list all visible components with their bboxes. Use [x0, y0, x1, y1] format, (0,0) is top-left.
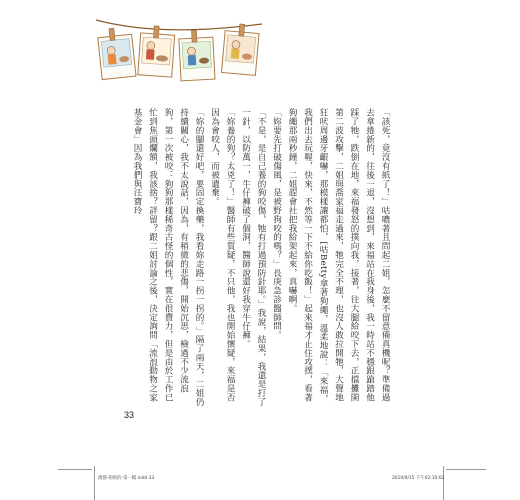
crop-mark: [446, 469, 486, 470]
hanging-photos-illustration: [94, 14, 264, 94]
paragraph: 「不是，是自己養的狗咬傷，牠有打過預防針耶。」我說，結果，我還是打了一針，以防萬一，牛仔褲破了個洞，醫師說還好我穿牛仔褲。: [240, 108, 266, 407]
paragraph: 「妳養的狗？太兇了！」醫師有些質疑，不只他，我也開始懷疑，來福是否因為會咬人，而被遺棄。: [209, 108, 235, 402]
slug-timestamp: 2010/9/15 下午02:10:02: [392, 476, 445, 481]
page-number: 33: [124, 410, 135, 420]
crop-mark: [58, 469, 92, 470]
crop-mark: [443, 466, 444, 500]
slug-filename: 澳都-狗狗的-第一幅.indd 33: [98, 476, 155, 481]
body-text: [92, 108, 392, 408]
paragraph: 「該死，竟沒有紙了！」咕噥著且問起二姐，怎麼不留意備真機呢？準備過去拿捲新的，往後一退，沒想到，來福站在我身後，我一時站不穩跟蹌踏他踩了牠，跌倒在地，來福發怒的撲向我，接著，往大腿給咬下去，正擋攤開第二波攻擊，二姐與喬家福走過來，牠完全不理，也沒人敢拉開牠，大聲地狂吠周邊牙齦嚇，那模樣讓都怕，[咕Betty拿著狗繩，溫柔地說：「來福，我們出去玩喔，快來，不然等一下不給你吃飯！」起來福才止住攻撲，看著狗繩那兩秒鐘，二姐趕會社把我給架起來，真嚇啊。: [287, 108, 390, 404]
paragraph: 「妳要先打破傷風，是被野狗咬的嗎？」長庚急診醫師問。: [271, 108, 282, 340]
crop-mark: [94, 466, 95, 500]
paragraph: 「妳的腳還好吧，要固定換藥，我看妳走路一拐一拐的。」隔了兩天，二姐仍持續關心，我不太說話，因為，有稍微的悲傷，開始沉思，檢過不少流浪狗，第一次被咬：狗狗那樣稀奇古怪的個性，實在很費力，但是由於工作已忙到焦頭爛額，我該捨？詳留？跟二姐討論之後，決定詢問「流浪動物之家基金會」因為我們與汪寶玲: [132, 108, 204, 407]
